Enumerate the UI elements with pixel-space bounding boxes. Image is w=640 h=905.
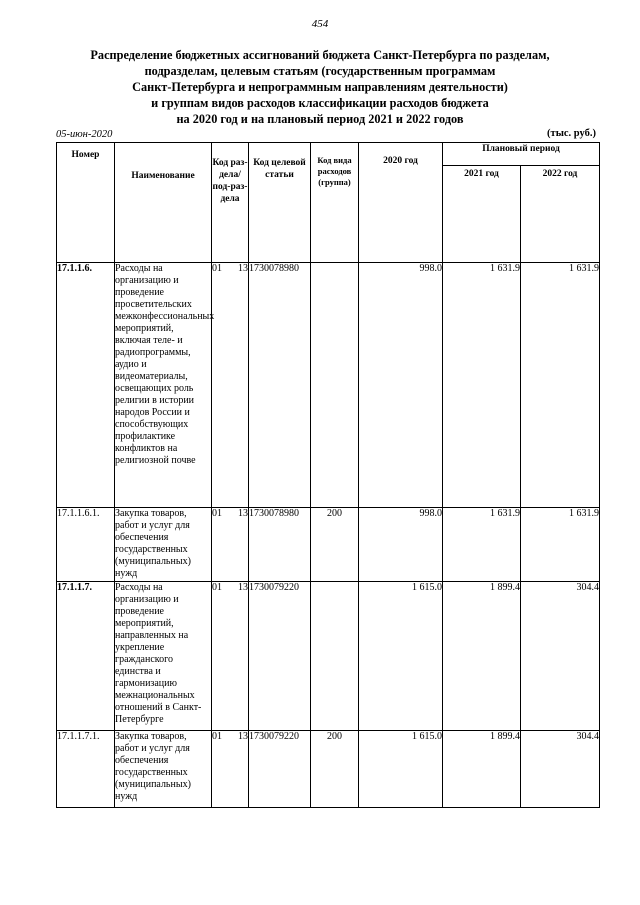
header-target: Код целевой статьи (249, 143, 311, 263)
header-kind: Код вида расходов (группа) (311, 143, 359, 263)
table-row (57, 263, 600, 508)
row-section (212, 508, 249, 582)
row-section (212, 582, 249, 731)
header-name: Наименование (115, 143, 212, 263)
row-2020: 998.0 (359, 263, 443, 508)
row-kind (311, 263, 359, 508)
title-line: и группам видов расходов классификации расходов бюджета (151, 96, 489, 110)
document-title (60, 47, 580, 127)
row-2022: 1 631.9 (521, 508, 600, 582)
row-name: Закупка товаров, работ и услуг для обеспечения государственных (муниципальных) нужд (115, 731, 212, 808)
row-name: Расходы на организацию и проведение мероприятий, направленных на укрепление гражданского единства и гармонизацию межнациональных отношений в Санкт-Петербурге (115, 582, 212, 731)
document-date: 05-июн-2020 (56, 129, 113, 140)
header-section: Код раз-дела/ под-раз-дела (212, 143, 249, 263)
header-planned-period: Плановый период (443, 143, 600, 166)
header-number: Номер (57, 143, 115, 263)
row-target: 1730078980 (249, 263, 311, 508)
subsection-code: 13 (238, 731, 248, 742)
section-code: 01 (212, 731, 222, 742)
table-row (57, 508, 600, 582)
row-target: 1730079220 (249, 731, 311, 808)
row-kind (311, 582, 359, 731)
row-2021: 1 899.4 (443, 731, 521, 808)
header-2022: 2022 год (521, 166, 600, 263)
row-name: Закупка товаров, работ и услуг для обеспечения государственных (муниципальных) нужд (115, 508, 212, 582)
row-2020: 1 615.0 (359, 731, 443, 808)
subsection-code: 13 (238, 263, 248, 274)
row-2021: 1 631.9 (443, 508, 521, 582)
title-line: Распределение бюджетных ассигнований бюджета Санкт-Петербурга по разделам, (90, 48, 550, 62)
header-2021: 2021 год (443, 166, 521, 263)
row-2020: 998.0 (359, 508, 443, 582)
row-number: 17.1.1.6. (57, 263, 115, 508)
table-row (57, 582, 600, 731)
row-2022: 304.4 (521, 731, 600, 808)
title-line: Санкт-Петербурга и непрограммным направлениям деятельности) (132, 80, 508, 94)
row-2022: 304.4 (521, 582, 600, 731)
section-code: 01 (212, 582, 222, 593)
row-number: 17.1.1.7. (57, 582, 115, 731)
row-section (212, 263, 249, 508)
row-name: Расходы на организацию и проведение просветительских межконфессиональных мероприятий, включая теле- и радиопрограммы, аудио и видеоматериалы, освещающих роль религии в истории народов России и способствующих профилактике конфликтов на религиозной почве (115, 263, 212, 508)
row-number: 17.1.1.7.1. (57, 731, 115, 808)
table-row (57, 731, 600, 808)
title-line: на 2020 год и на плановый период 2021 и 2022 годов (176, 112, 464, 126)
row-2021: 1 899.4 (443, 582, 521, 731)
units-label: (тыс. руб.) (547, 128, 596, 139)
row-kind: 200 (311, 508, 359, 582)
header-2020: 2020 год (359, 143, 443, 263)
page-number: 454 (311, 18, 329, 30)
row-number: 17.1.1.6.1. (57, 508, 115, 582)
section-code: 01 (212, 508, 222, 519)
budget-table (56, 142, 600, 808)
header-row (57, 143, 600, 166)
row-target: 1730079220 (249, 582, 311, 731)
row-2020: 1 615.0 (359, 582, 443, 731)
row-2021: 1 631.9 (443, 263, 521, 508)
title-line: подразделам, целевым статьям (государственным программам (144, 64, 496, 78)
row-section (212, 731, 249, 808)
row-kind: 200 (311, 731, 359, 808)
row-target: 1730078980 (249, 508, 311, 582)
row-2022: 1 631.9 (521, 263, 600, 508)
section-code: 01 (212, 263, 222, 274)
subsection-code: 13 (238, 582, 248, 593)
subsection-code: 13 (238, 508, 248, 519)
